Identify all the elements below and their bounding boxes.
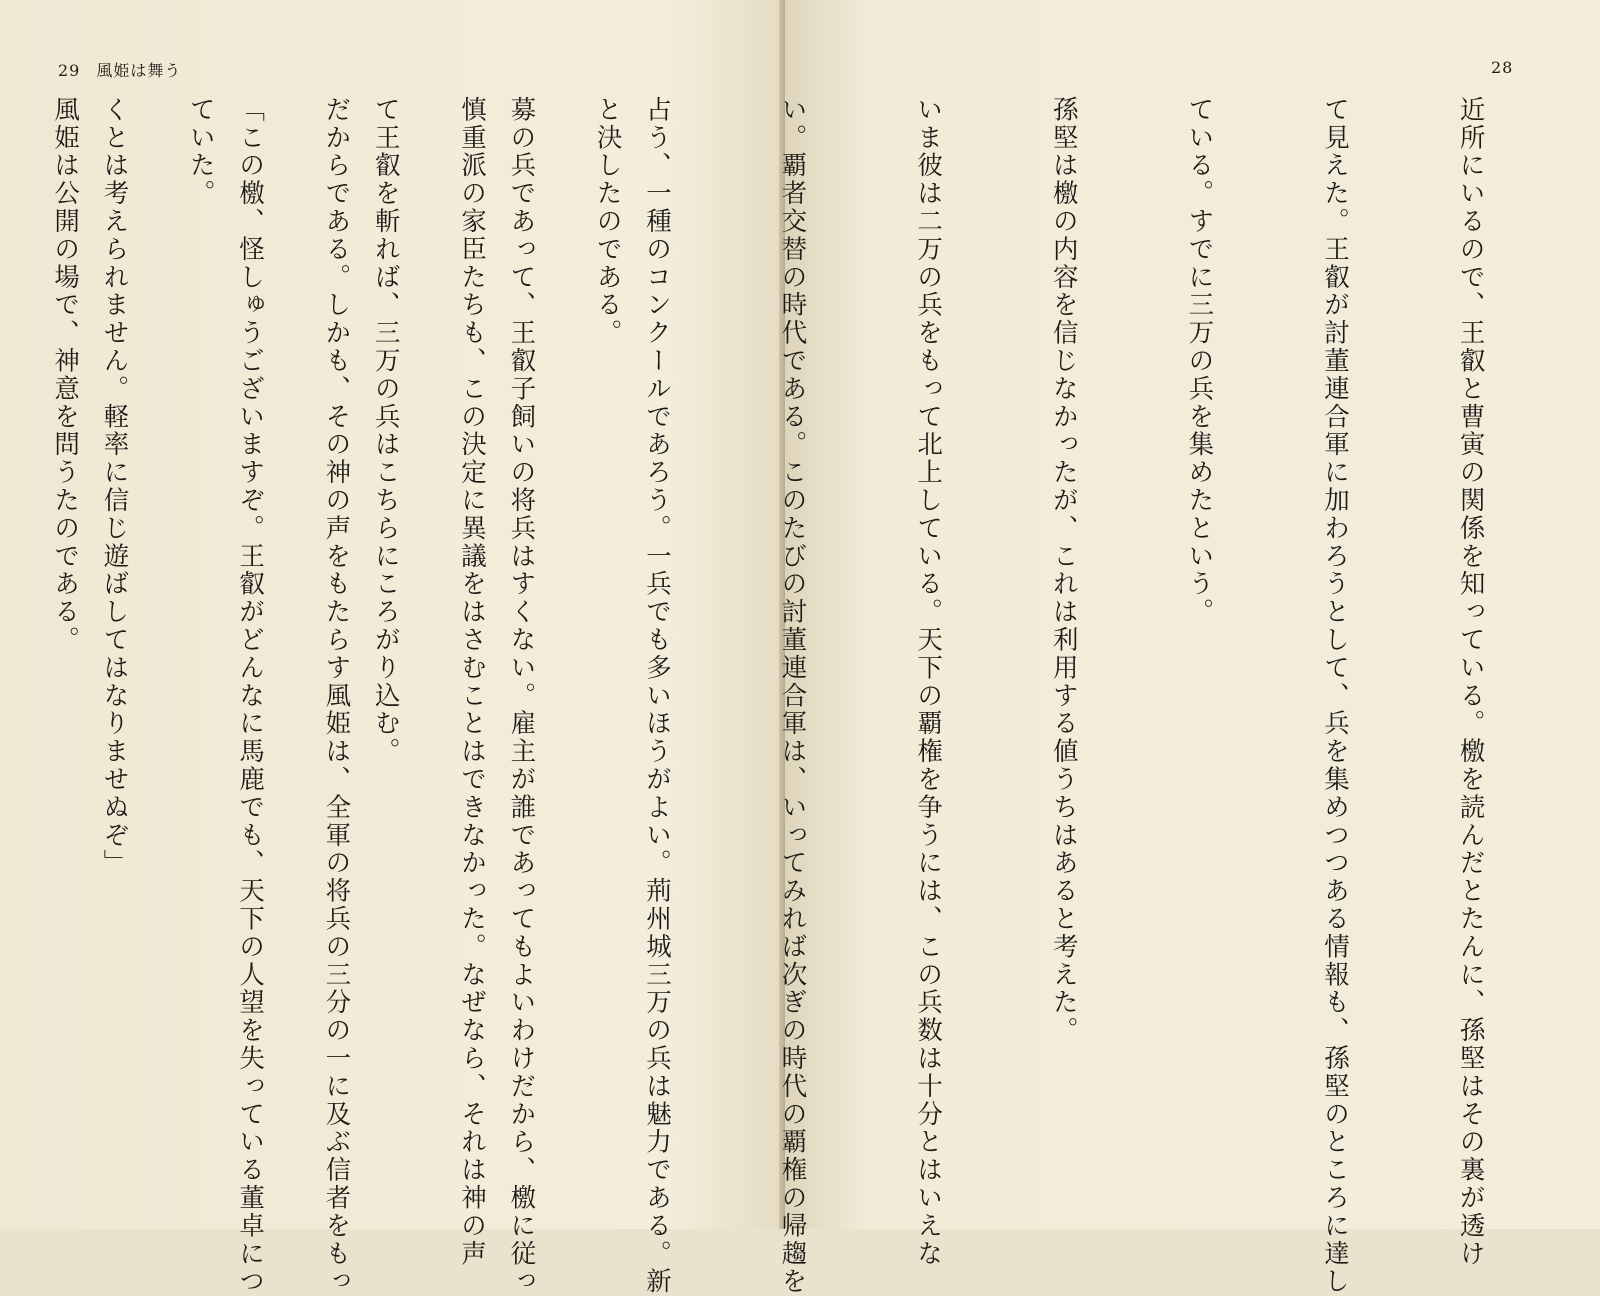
left-page-header	[58, 58, 181, 81]
text-line: くとは考えられません。軽率に信じ遊ばしてはなりませぬぞ」	[99, 96, 130, 878]
right-page-number: 28	[1491, 58, 1514, 77]
left-page-number: 29	[58, 61, 81, 80]
text-line: い。覇者交替の時代である。このたびの討董連合軍は、いってみれば次ぎの時代の覇権の帰趨を	[777, 96, 808, 1296]
text-line: て見えた。王叡が討董連合軍に加わろうとして、兵を集めつつある情報も、孫堅のところに達し	[1319, 96, 1350, 1296]
text-line: 近所にいるので、王叡と曹寅の関係を知っている。檄を読んだとたんに、孫堅はその裏が透け	[1455, 96, 1486, 1268]
right-page-header	[1491, 58, 1513, 77]
text-line: いま彼は二万の兵をもって北上している。天下の覇権を争うには、この兵数は十分とはいえな	[913, 96, 944, 1268]
text-line: て王叡を斬れば、三万の兵はこちらにころがり込む。	[370, 96, 401, 766]
text-line	[0, 96, 1, 1196]
text-line: 慎重派の家臣たちも、この決定に異議をはさむことはできなかった。なぜなら、それは神の声	[456, 96, 487, 1268]
text-line: ていた。	[185, 96, 216, 208]
text-line: 風姫は公開の場で、神意を問うたのである。	[50, 96, 81, 654]
text-line: 占う、一種のコンクールであろう。一兵でも多いほうがよい。荊州城三万の兵は魅力である。新	[641, 96, 672, 1296]
text-line: だからである。しかも、その神の声をもたらす風姫は、全軍の将兵の三分の一に及ぶ信者をもっ	[321, 96, 352, 1296]
running-title: 風姫は舞う	[96, 61, 182, 80]
text-line: ている。すでに三万の兵を集めたという。	[1184, 96, 1215, 627]
text-line: と決したのである。	[592, 96, 623, 348]
text-line: 孫堅は檄の内容を信じなかったが、これは利用する値うちはあると考えた。	[1048, 96, 1079, 1045]
text-line: 「この檄、怪しゅうございますぞ。王叡がどんなに馬鹿でも、天下の人望を失っている董卓につ	[235, 96, 266, 1296]
text-line: 募の兵であって、王叡子飼いの将兵はすくない。雇主が誰であってもよいわけだから、檄に従っ	[506, 96, 537, 1296]
